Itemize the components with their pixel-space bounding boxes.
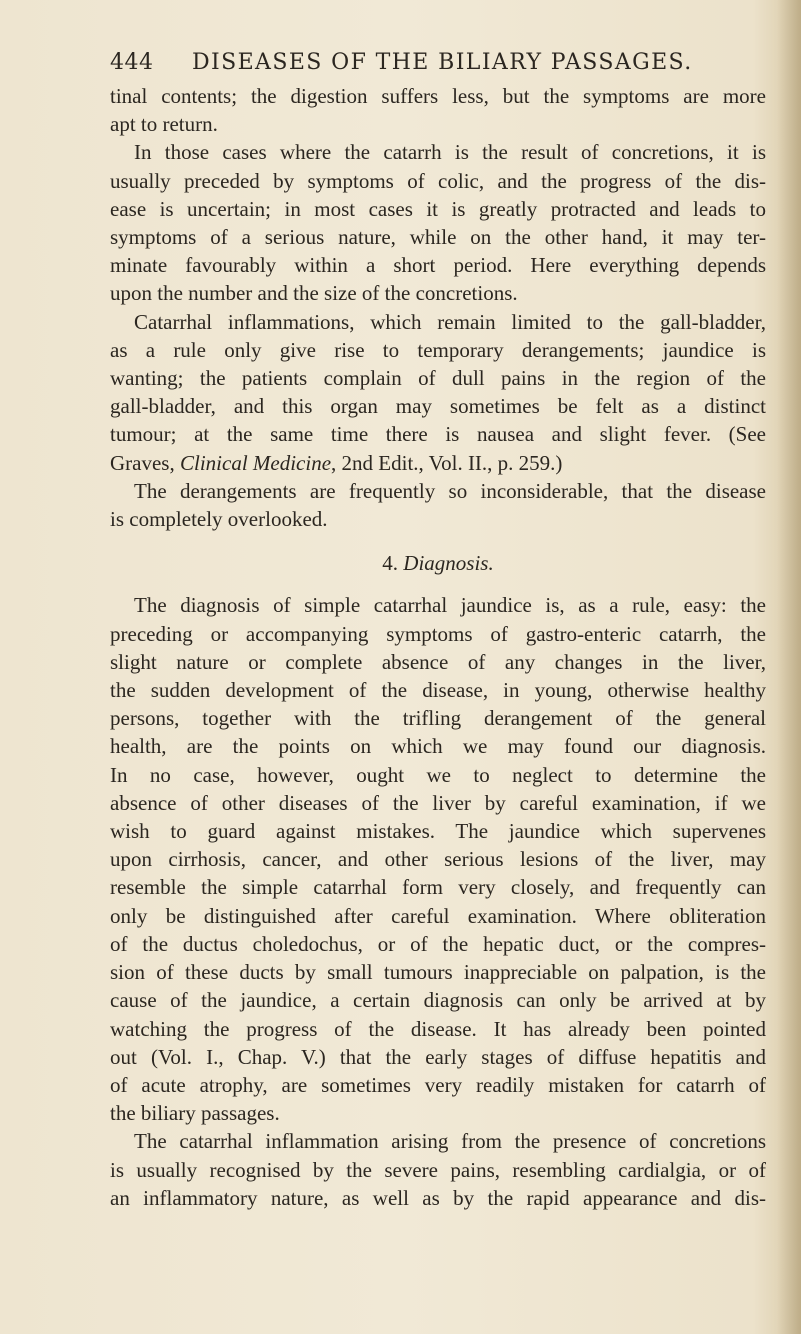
text-line: out (Vol. I., Chap. V.) that the early stages of diffuse hepatitis and — [110, 1044, 766, 1069]
running-head — [110, 50, 770, 82]
body-text — [110, 82, 766, 1212]
text-line: absence of other diseases of the liver by careful examination, if we — [110, 790, 766, 815]
text-line: The derangements are frequently so inconsiderable, that the disease — [134, 478, 766, 503]
text-line: In those cases where the catarrh is the result of concretions, it is — [134, 140, 766, 165]
text-line: an inflammatory nature, as well as by the rapid appearance and dis- — [110, 1185, 766, 1210]
paragraphs-after-heading — [110, 591, 766, 1211]
text-line: The diagnosis of simple catarrhal jaundice is, as a rule, easy: the — [134, 593, 766, 618]
citation-title: Clinical Medicine — [179, 450, 332, 475]
text-line: as a rule only give rise to temporary derangements; jaundice is — [110, 337, 766, 362]
page-edge-shadow — [777, 0, 801, 1334]
text-line: upon the number and the size of the concretions. — [110, 281, 518, 306]
text-line: wanting; the patients complain of dull pains in the region of the — [110, 366, 766, 391]
text-line: The catarrhal inflammation arising from the presence of concretions — [134, 1129, 766, 1154]
text-line: the biliary passages. — [110, 1101, 280, 1126]
text-line: Catarrhal inflammations, which remain limited to the gall-bladder, — [134, 309, 766, 334]
text-line: resemble the simple catarrhal form very closely, and frequently can — [110, 875, 766, 900]
text-line: preceding or accompanying symptoms of gastro-enteric catarrh, the — [110, 621, 766, 646]
text-line: symptoms of a serious nature, while on the other hand, it may ter- — [110, 225, 766, 250]
paragraph — [110, 82, 766, 138]
text-line: wish to guard against mistakes. The jaundice which supervenes — [110, 819, 766, 844]
text-line: is completely overlooked. — [110, 507, 328, 532]
text-line: the sudden development of the disease, in young, otherwise healthy — [110, 678, 766, 703]
text-line: ease is uncertain; in most cases it is greatly protracted and leads to — [110, 196, 766, 221]
section-title: Diagnosis. — [403, 551, 494, 576]
text-line: is usually recognised by the severe pains, resembling cardialgia, or of — [110, 1157, 766, 1182]
text-line: sion of these ducts by small tumours inappreciable on palpation, is the — [110, 960, 766, 985]
text-line: health, are the points on which we may found our diagnosis. — [110, 734, 766, 759]
text-line: minate favourably within a short period. Here everything depends — [110, 253, 766, 278]
text-line: gall-bladder, and this organ may sometimes be felt as a distinct — [110, 394, 766, 419]
running-title: DISEASES OF THE BILIARY PASSAGES. — [192, 50, 693, 75]
section-heading — [110, 549, 766, 577]
text-line: watching the progress of the disease. It has already been pointed — [110, 1016, 766, 1041]
text-line: apt to return. — [110, 112, 218, 137]
text-line: of acute atrophy, are sometimes very readily mistaken for catarrh of — [110, 1072, 766, 1097]
section-number: 4. — [382, 551, 399, 576]
text-line: only be distinguished after careful examination. Where obliteration — [110, 903, 766, 928]
text-line: of the ductus choledochus, or of the hepatic duct, or the compres- — [110, 931, 766, 956]
text-line: usually preceded by symptoms of colic, and the progress of the dis- — [110, 168, 766, 193]
text-line: slight nature or complete absence of any changes in the liver, — [110, 649, 766, 674]
paragraph — [110, 477, 766, 533]
text-line: Graves, Clinical Medicine, 2nd Edit., Vol. II., p. 259.) — [110, 450, 563, 475]
text-line: upon cirrhosis, cancer, and other serious lesions of the liver, may — [110, 847, 766, 872]
text-line: In no case, however, ought we to neglect to determine the — [110, 762, 766, 787]
paragraph — [110, 308, 766, 477]
paragraph — [110, 138, 766, 307]
text-line: cause of the jaundice, a certain diagnosis can only be arrived at by — [110, 988, 766, 1013]
page-number: 444 — [110, 50, 154, 75]
text-line: persons, together with the trifling derangement of the general — [110, 706, 766, 731]
text-line: tumour; at the same time there is nausea and slight fever. (See — [110, 422, 766, 447]
paragraphs-before-heading — [110, 82, 766, 533]
paragraph — [110, 1127, 766, 1212]
text-line: tinal contents; the digestion suffers less, but the symptoms are more — [110, 84, 766, 108]
paragraph — [110, 591, 766, 1127]
